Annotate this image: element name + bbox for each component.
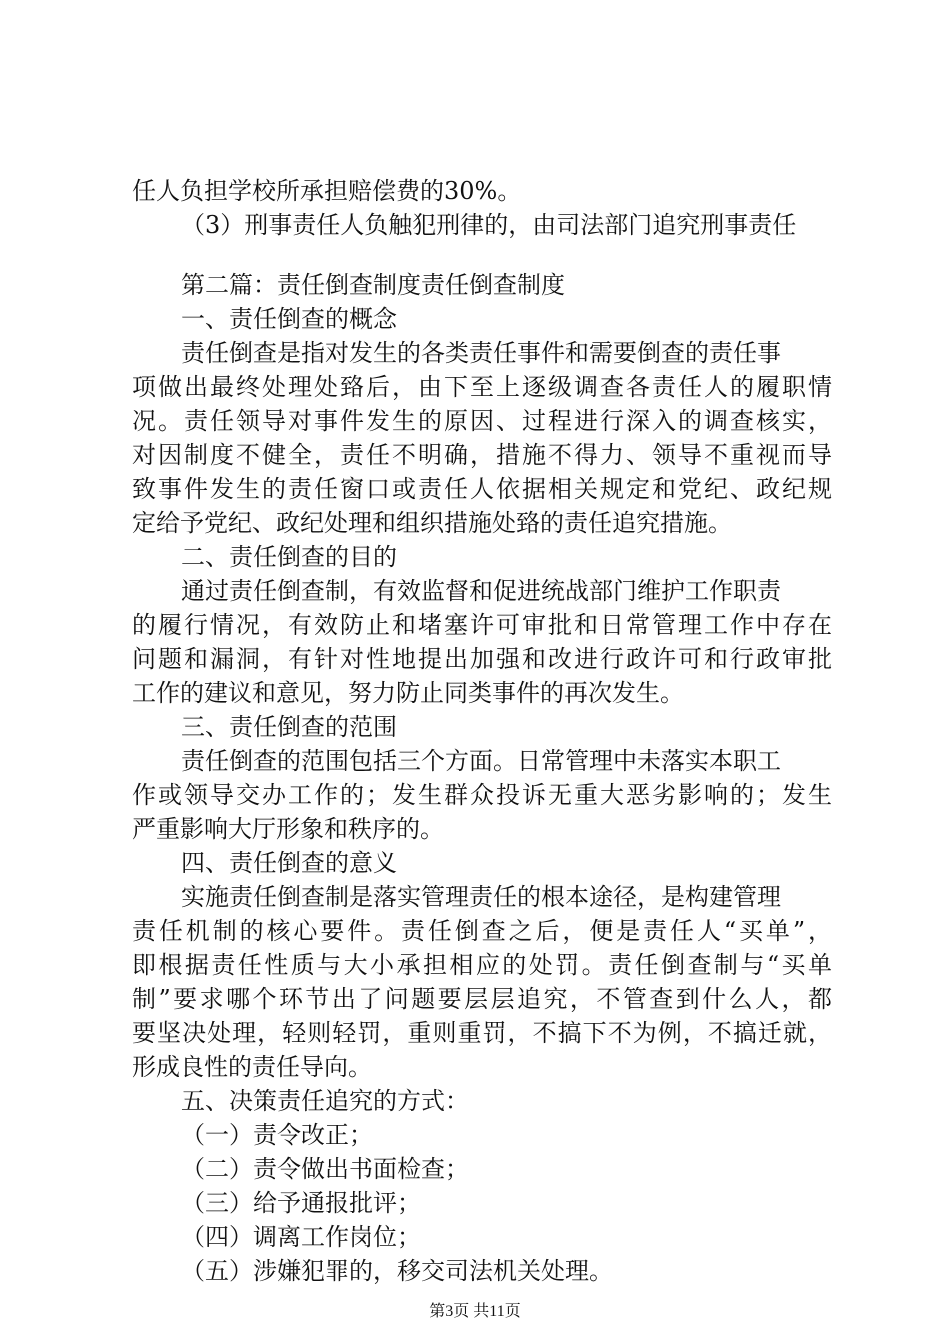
list-item: （四）调离工作岗位； [181, 1223, 421, 1251]
paragraph-line: 问题和漏洞，有针对性地提出加强和改进行政许可和行政审批 [132, 645, 832, 673]
list-item: （五）涉嫌犯罪的，移交司法机关处理。 [181, 1257, 613, 1285]
paragraph-line: 责任机制的核心要件。责任倒查之后，便是责任人“买单”， [132, 917, 832, 945]
paragraph-line: 形成良性的责任导向。 [132, 1053, 372, 1081]
paragraph-line: 的履行情况，有效防止和堵塞许可审批和日常管理工作中存在 [132, 611, 832, 639]
paragraph-line: 对因制度不健全，责任不明确，措施不得力、领导不重视而导 [132, 441, 832, 469]
paragraph-line: 要坚决处理，轻则轻罚，重则重罚，不搞下不为例，不搞迁就， [132, 1019, 832, 1047]
paragraph-line: 况。责任领导对事件发生的原因、过程进行深入的调查核实， [132, 407, 832, 435]
paragraph-line: 即根据责任性质与大小承担相应的处罚。责任倒查制与“买单 [132, 951, 832, 979]
paragraph-line: 实施责任倒查制是落实管理责任的根本途径，是构建管理 [181, 883, 781, 911]
paragraph-line: 工作的建议和意见，努力防止同类事件的再次发生。 [132, 679, 684, 707]
section-title: 第二篇：责任倒查制度责任倒查制度 [181, 271, 565, 299]
heading-2: 二、责任倒查的目的 [181, 543, 397, 571]
paragraph-line: 通过责任倒查制，有效监督和促进统战部门维护工作职责 [181, 577, 781, 605]
heading-1: 一、责任倒查的概念 [181, 305, 397, 333]
page-number: 第3页 共11页 [429, 1303, 521, 1320]
paragraph-line: （3）刑事责任人负触犯刑律的，由司法部门追究刑事责任 [181, 211, 797, 239]
paragraph-line: 项做出最终处理处臵后，由下至上逐级调查各责任人的履职情 [132, 373, 832, 401]
list-item: （二）责令做出书面检查； [181, 1155, 469, 1183]
paragraph-line: 责任倒查是指对发生的各类责任事件和需要倒查的责任事 [181, 339, 781, 367]
paragraph-line: 致事件发生的责任窗口或责任人依据相关规定和党纪、政纪规 [132, 475, 832, 503]
list-item: （一）责令改正； [181, 1121, 373, 1149]
heading-5: 五、决策责任追究的方式： [181, 1087, 469, 1115]
paragraph-line: 制”要求哪个环节出了问题要层层追究，不管查到什么人，都 [132, 985, 832, 1013]
paragraph-line: 作或领导交办工作的；发生群众投诉无重大恶劣影响的；发生 [132, 781, 832, 809]
list-item: （三）给予通报批评； [181, 1189, 421, 1217]
heading-4: 四、责任倒查的意义 [181, 849, 397, 877]
paragraph-line: 任人负担学校所承担赔偿费的30%。 [132, 177, 522, 205]
paragraph-line: 严重影响大厅形象和秩序的。 [132, 815, 444, 843]
paragraph-line: 责任倒查的范围包括三个方面。日常管理中未落实本职工 [181, 747, 781, 775]
paragraph-line: 定给予党纪、政纪处理和组织措施处臵的责任追究措施。 [132, 509, 732, 537]
heading-3: 三、责任倒查的范围 [181, 713, 397, 741]
